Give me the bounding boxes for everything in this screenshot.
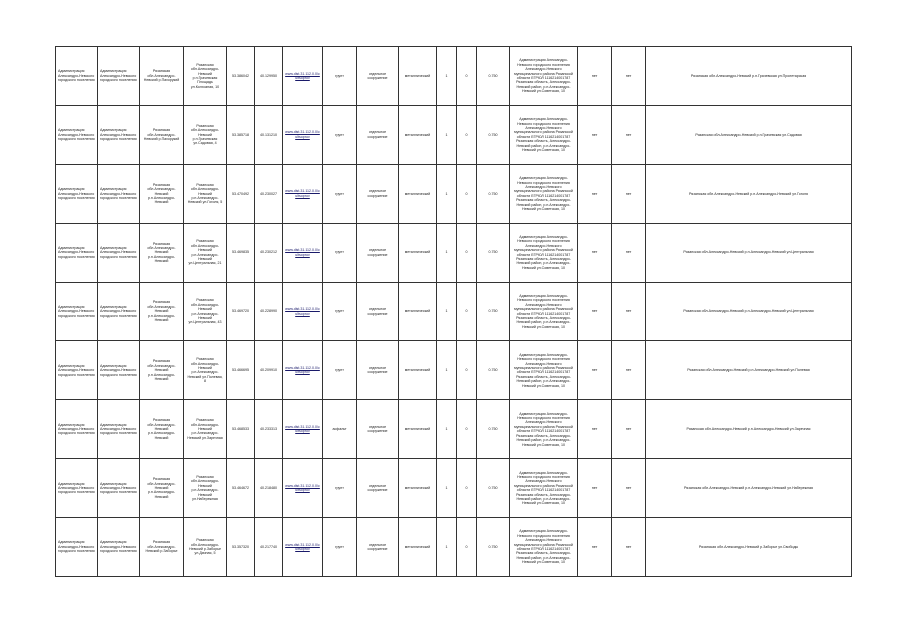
cell-scheme-link[interactable] [283, 400, 323, 459]
cell-latitude: 53.386042 [227, 47, 255, 106]
cell-count-a: 1 [437, 459, 457, 518]
cell-owner: Администрация Александро-Невского городского поселения [56, 341, 98, 400]
cell-scheme-link[interactable] [283, 459, 323, 518]
cell-owner: Администрация Александро-Невского городского поселения [56, 400, 98, 459]
table-row [56, 341, 852, 400]
cell-count-b: 0 [457, 47, 477, 106]
cell-volume: 0.750 [477, 341, 510, 400]
cell-flag-b: нет [612, 164, 646, 223]
cell-count-b: 0 [457, 164, 477, 223]
cell-settlement: Рязанская обл.Александро-Невский р.Пахорукий [140, 47, 184, 106]
cell-count-b: 0 [457, 223, 477, 282]
scheme-link[interactable]: www.dist.31.112.0.0/cultsoprov [285, 189, 320, 198]
cell-material: металлический [399, 341, 437, 400]
cell-latitude: 53.466695 [227, 341, 255, 400]
cell-organization: Администрация Александро-Невского городского поселения Александро-Невского муниципального района Рязанской области ЕГРЮЛ 1116214001787 Рязанская область, Александро-Невский район, р.п.Александро-Невский ул.Советская, 10 [510, 282, 578, 341]
cell-flag-a: нет [578, 47, 612, 106]
cell-longitude: 40.209910 [255, 341, 283, 400]
cell-volume: 0.750 [477, 223, 510, 282]
cell-flag-b: нет [612, 282, 646, 341]
cell-volume: 0.750 [477, 518, 510, 577]
cell-served-address: Рязанская обл.Александро-Невский р.п.Александро-Невский ул.Полевая [646, 341, 852, 400]
cell-material: металлический [399, 459, 437, 518]
cell-structure: отдельное сооружение [357, 518, 399, 577]
cell-structure: отдельное сооружение [357, 164, 399, 223]
cell-count-b: 0 [457, 518, 477, 577]
cell-count-b: 0 [457, 400, 477, 459]
cell-settlement: Рязанская обл.Александро-Невский р.п.Александро-Невский [140, 341, 184, 400]
cell-owner: Администрация Александро-Невского городского поселения [56, 47, 98, 106]
cell-longitude: 40.233313 [255, 400, 283, 459]
cell-latitude: 53.468533 [227, 400, 255, 459]
cell-flag-b: нет [612, 400, 646, 459]
cell-material: металлический [399, 400, 437, 459]
cell-settlement: Рязанская обл.Александро-Невский р.п.Александро-Невский [140, 223, 184, 282]
cell-latitude: 53.470492 [227, 164, 255, 223]
cell-count-a: 1 [437, 518, 457, 577]
cell-scheme-link[interactable] [283, 223, 323, 282]
cell-count-a: 1 [437, 223, 457, 282]
cell-material: металлический [399, 47, 437, 106]
cell-structure: отдельное сооружение [357, 400, 399, 459]
cell-volume: 0.750 [477, 47, 510, 106]
cell-operator: Администрация Александро-Невского городского поселения [98, 47, 140, 106]
cell-served-address: Рязанская обл.Александро-Невский р.Заборье ул.Свободы [646, 518, 852, 577]
cell-count-a: 1 [437, 164, 457, 223]
cell-organization: Администрация Александро-Невского городского поселения Александро-Невского муниципального района Рязанской области ЕГРЮЛ 1116214001787 Рязанская область, Александро-Невский район, р.п.Александро-Невский ул.Советская, 10 [510, 341, 578, 400]
cell-organization: Администрация Александро-Невского городского поселения Александро-Невского муниципального района Рязанской области ЕГРЮЛ 1116214001787 Рязанская область, Александро-Невский район, р.п.Александро-Невский ул.Советская, 10 [510, 518, 578, 577]
cell-operator: Администрация Александро-Невского городского поселения [98, 105, 140, 164]
cell-volume: 0.750 [477, 400, 510, 459]
cell-flag-a: нет [578, 223, 612, 282]
cell-flag-a: нет [578, 518, 612, 577]
cell-structure: отдельное сооружение [357, 223, 399, 282]
cell-site-address: Рязанская обл.Александро-Невский р.п.Александро-Невский ул.Полевая, 8 [184, 341, 227, 400]
cell-surface: грунт [323, 282, 357, 341]
cell-operator: Администрация Александро-Невского городского поселения [98, 282, 140, 341]
cell-surface: грунт [323, 105, 357, 164]
cell-count-b: 0 [457, 282, 477, 341]
cell-scheme-link[interactable] [283, 105, 323, 164]
cell-organization: Администрация Александро-Невского городского поселения Александро-Невского муниципального района Рязанской области ЕГРЮЛ 1116214001787 Рязанская область, Александро-Невский район, р.п.Александро-Невский ул.Советская, 10 [510, 105, 578, 164]
cell-settlement: Рязанская обл.Александро-Невский р.п.Александро-Невский [140, 400, 184, 459]
cell-flag-a: нет [578, 459, 612, 518]
cell-longitude: 40.228990 [255, 282, 283, 341]
cell-count-b: 0 [457, 341, 477, 400]
cell-latitude: 53.357320 [227, 518, 255, 577]
cell-flag-a: нет [578, 105, 612, 164]
cell-structure: отдельное сооружение [357, 47, 399, 106]
cell-scheme-link[interactable] [283, 47, 323, 106]
cell-organization: Администрация Александро-Невского городского поселения Александро-Невского муниципального района Рязанской области ЕГРЮЛ 1116214001787 Рязанская область, Александро-Невский район, р.п.Александро-Невский ул.Советская, 10 [510, 47, 578, 106]
scheme-link[interactable]: www.dist.31.112.0.0/cultsoprov [285, 307, 320, 316]
cell-scheme-link[interactable] [283, 518, 323, 577]
cell-site-address: Рязанская обл.Александро-Невский р.п.Александро-Невский ул.Набережная [184, 459, 227, 518]
scheme-link[interactable]: www.dist.31.112.0.0/cultsoprov [285, 71, 320, 80]
scheme-link[interactable]: www.dist.31.112.0.0/cultsoprov [285, 424, 320, 434]
cell-site-address: Рязанская обл.Александро-Невский р.п.Александро-Невский ул.Заречная [184, 400, 227, 459]
cell-flag-a: нет [578, 400, 612, 459]
cell-served-address: Рязанская обл.Александро-Невский р.п.Грачевская ул.Садовая [646, 105, 852, 164]
cell-surface: грунт [323, 341, 357, 400]
cell-material: металлический [399, 164, 437, 223]
table-row [56, 282, 852, 341]
cell-owner: Администрация Александро-Невского городского поселения [56, 223, 98, 282]
cell-longitude: 40.217740 [255, 518, 283, 577]
cell-settlement: Рязанская обл.Александро-Невский р.п.Александро-Невский [140, 282, 184, 341]
cell-scheme-link[interactable] [283, 282, 323, 341]
cell-site-address: Рязанская обл.Александро-Невский р.п.Александро-Невский ул.Центральная, 43 [184, 282, 227, 341]
cell-flag-b: нет [612, 341, 646, 400]
cell-operator: Администрация Александро-Невского городского поселения [98, 164, 140, 223]
cell-served-address: Рязанская обл.Александро-Невский р.п.Александро-Невский ул.Центральная [646, 223, 852, 282]
table-row [56, 223, 852, 282]
cell-flag-b: нет [612, 518, 646, 577]
table-row [56, 105, 852, 164]
cell-material: металлический [399, 518, 437, 577]
cell-settlement: Рязанская обл.Александро-Невский р.п.Александро-Невский [140, 459, 184, 518]
cell-surface: грунт [323, 518, 357, 577]
table-row [56, 47, 852, 106]
cell-count-a: 1 [437, 341, 457, 400]
cell-volume: 0.750 [477, 164, 510, 223]
cell-operator: Администрация Александро-Невского городского поселения [98, 518, 140, 577]
cell-organization: Администрация Александро-Невского городского поселения Александро-Невского муниципального района Рязанской области ЕГРЮЛ 1116214001787 Рязанская область, Александро-Невский район, р.п.Александро-Невский ул.Советская, 10 [510, 164, 578, 223]
cell-count-a: 1 [437, 282, 457, 341]
cell-surface: грунт [323, 47, 357, 106]
cell-material: металлический [399, 105, 437, 164]
cell-count-b: 0 [457, 105, 477, 164]
cell-settlement: Рязанская обл.Александро-Невский р.Пахорукий [140, 105, 184, 164]
cell-volume: 0.750 [477, 282, 510, 341]
cell-surface: асфальт [323, 400, 357, 459]
table-row [56, 459, 852, 518]
cell-longitude: 40.129950 [255, 47, 283, 106]
cell-settlement: Рязанская обл.Александро-Невский р.п.Александро-Невский [140, 164, 184, 223]
cell-flag-b: нет [612, 105, 646, 164]
cell-organization: Администрация Александро-Невского городского поселения Александро-Невского муниципального района Рязанской области ЕГРЮЛ 1116214001787 Рязанская область, Александро-Невский район, р.п.Александро-Невский ул.Советская, 10 [510, 223, 578, 282]
cell-site-address: Рязанская обл.Александро-Невский р.Заборье ул.Дачная, 5 [184, 518, 227, 577]
scheme-link[interactable]: www.dist.31.112.0.0/cultsoprov [285, 365, 320, 375]
cell-site-address: Рязанская обл.Александро-Невский р.п.Александро-Невский ул.Гоголя, 5 [184, 164, 227, 223]
registry-table [55, 46, 852, 577]
cell-longitude: 40.218480 [255, 459, 283, 518]
cell-flag-b: нет [612, 47, 646, 106]
cell-owner: Администрация Александро-Невского городского поселения [56, 518, 98, 577]
cell-count-a: 1 [437, 47, 457, 106]
table-row [56, 400, 852, 459]
cell-flag-b: нет [612, 223, 646, 282]
cell-latitude: 53.469720 [227, 282, 255, 341]
cell-longitude: 40.230027 [255, 164, 283, 223]
cell-surface: грунт [323, 459, 357, 518]
cell-latitude: 53.469835 [227, 223, 255, 282]
cell-site-address: Рязанская обл.Александро-Невский р.п.Александро-Невский ул.Центральная, 21 [184, 223, 227, 282]
cell-surface: грунт [323, 223, 357, 282]
cell-served-address: Рязанская обл.Александро-Невский р.п.Грачевская ул.Пролетарская [646, 47, 852, 106]
cell-volume: 0.750 [477, 459, 510, 518]
cell-owner: Администрация Александро-Невского городского поселения [56, 459, 98, 518]
cell-owner: Администрация Александро-Невского городского поселения [56, 282, 98, 341]
cell-volume: 0.750 [477, 105, 510, 164]
cell-flag-a: нет [578, 341, 612, 400]
cell-served-address: Рязанская обл.Александро-Невский р.п.Александро-Невский ул.Набережная [646, 459, 852, 518]
table-row [56, 518, 852, 577]
cell-scheme-link[interactable] [283, 341, 323, 400]
cell-served-address: Рязанская обл.Александро-Невский р.п.Александро-Невский ул.Гоголя [646, 164, 852, 223]
cell-site-address: Рязанская обл.Александро-Невский р.п.Грачевская Площадь ул.Колхозная, 10 [184, 47, 227, 106]
cell-site-address: Рязанская обл.Александро-Невский р.п.Грачевская ул.Садовая, 4 [184, 105, 227, 164]
cell-organization: Администрация Александро-Невского городского поселения Александро-Невского муниципального района Рязанской области ЕГРЮЛ 1116214001787 Рязанская область, Александро-Невский район, р.п.Александро-Невский ул.Советская, 10 [510, 400, 578, 459]
cell-served-address: Рязанская обл.Александро-Невский р.п.Александро-Невский ул.Заречная [646, 400, 852, 459]
cell-operator: Администрация Александро-Невского городского поселения [98, 341, 140, 400]
cell-operator: Администрация Александро-Невского городского поселения [98, 223, 140, 282]
cell-scheme-link[interactable] [283, 164, 323, 223]
cell-structure: отдельное сооружение [357, 282, 399, 341]
scheme-link[interactable]: www.dist.31.112.0.0/cultsoprov [285, 542, 320, 552]
cell-structure: отдельное сооружение [357, 105, 399, 164]
cell-material: металлический [399, 282, 437, 341]
cell-operator: Администрация Александро-Невского городского поселения [98, 459, 140, 518]
cell-count-b: 0 [457, 459, 477, 518]
cell-surface: грунт [323, 164, 357, 223]
cell-latitude: 53.385718 [227, 105, 255, 164]
cell-organization: Администрация Александро-Невского городского поселения Александро-Невского муниципального района Рязанской области ЕГРЮЛ 1116214001787 Рязанская область, Александро-Невский район, р.п.Александро-Невский ул.Советская, 10 [510, 459, 578, 518]
table-row [56, 164, 852, 223]
cell-served-address: Рязанская обл.Александро-Невский р.п.Александро-Невский ул.Центральная [646, 282, 852, 341]
scheme-link[interactable]: www.dist.31.112.0.0/cultsoprov [285, 248, 320, 257]
cell-operator: Администрация Александро-Невского городского поселения [98, 400, 140, 459]
cell-structure: отдельное сооружение [357, 341, 399, 400]
scheme-link[interactable]: www.dist.31.112.0.0/cultsoprov [285, 483, 320, 493]
scheme-link[interactable]: www.dist.31.112.0.0/cultsoprov [285, 130, 320, 139]
cell-owner: Администрация Александро-Невского городского поселения [56, 164, 98, 223]
cell-material: металлический [399, 223, 437, 282]
cell-longitude: 40.230212 [255, 223, 283, 282]
cell-flag-b: нет [612, 459, 646, 518]
cell-latitude: 53.464672 [227, 459, 255, 518]
cell-flag-a: нет [578, 282, 612, 341]
cell-longitude: 40.131210 [255, 105, 283, 164]
cell-count-a: 1 [437, 105, 457, 164]
cell-settlement: Рязанская обл.Александро-Невский р.Заборье [140, 518, 184, 577]
cell-structure: отдельное сооружение [357, 459, 399, 518]
cell-count-a: 1 [437, 400, 457, 459]
cell-owner: Администрация Александро-Невского городского поселения [56, 105, 98, 164]
cell-flag-a: нет [578, 164, 612, 223]
